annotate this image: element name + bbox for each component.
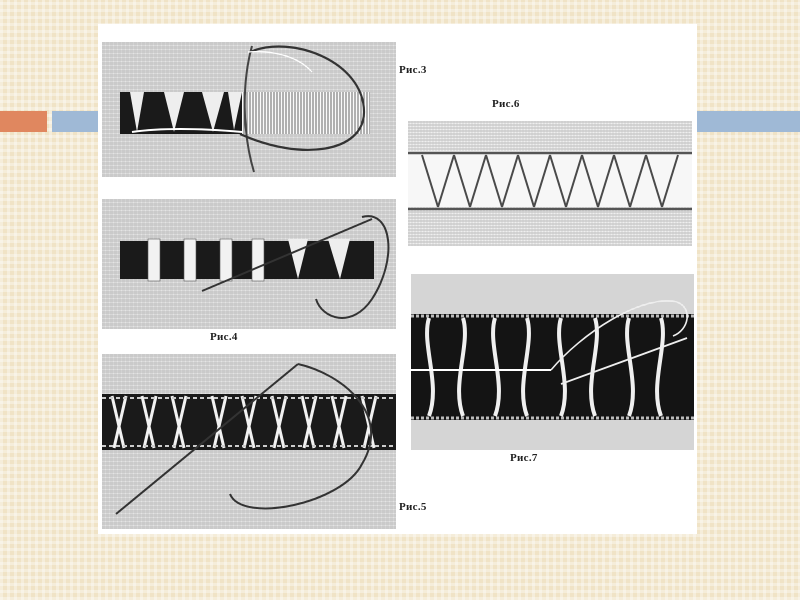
figure-6-hemstitch-illustration bbox=[408, 121, 692, 246]
accent-bar-blue-left bbox=[52, 111, 98, 132]
figure-7-caption: Рис.7 bbox=[510, 452, 538, 464]
figure-5-caption: Рис.5 bbox=[399, 501, 427, 513]
accent-bar-blue-right bbox=[697, 111, 800, 132]
embroidery-illustration-panel bbox=[98, 24, 697, 534]
figure-3-hemstitch-illustration bbox=[102, 42, 396, 177]
figure-4-hemstitch-illustration bbox=[102, 199, 396, 329]
figure-3-caption: Рис.3 bbox=[399, 64, 427, 76]
accent-bar-orange bbox=[0, 111, 47, 132]
figure-7-hemstitch-illustration bbox=[411, 274, 694, 450]
figure-4-caption: Рис.4 bbox=[210, 331, 238, 343]
figure-5-hemstitch-illustration bbox=[102, 354, 396, 529]
figure-6-caption: Рис.6 bbox=[492, 98, 520, 110]
